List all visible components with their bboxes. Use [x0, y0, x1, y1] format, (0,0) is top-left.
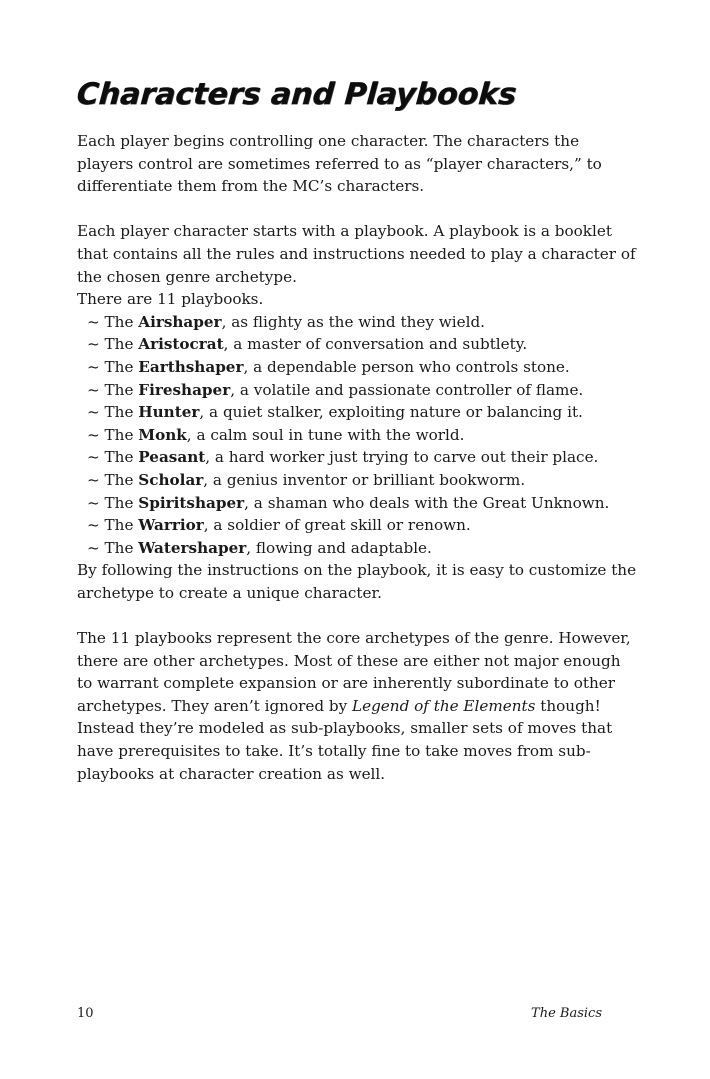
- section-name: The Basics: [531, 1006, 602, 1021]
- paragraph-gap: [77, 198, 637, 221]
- playbook-prefix: ~ The: [87, 380, 139, 399]
- playbook-description: , a calm soul in tune with the world.: [186, 425, 465, 444]
- playbook-name: Peasant: [138, 448, 206, 467]
- playbook-name: Fireshaper: [138, 380, 231, 399]
- playbook-item: [87, 492, 637, 515]
- playbook-name: Warrior: [138, 516, 204, 535]
- playbook-item: [87, 311, 637, 334]
- playbook-description: , a master of conversation and subtlety.: [223, 335, 528, 354]
- after-list-paragraph: By following the instructions on the playbook, it is easy to customize the archetype to create a unique character.: [77, 561, 637, 602]
- playbook-description: , a hard worker just trying to carve out their place.: [205, 448, 599, 467]
- playbook-prefix: ~ The: [87, 538, 139, 557]
- playbook-item: [87, 379, 637, 402]
- intro-paragraph-1: Each player begins controlling one character. The characters the players control are sometimes referred to as “player characters,” to differentiate them from the MC’s characters.: [77, 132, 602, 196]
- closing-text-start: The 11 playbooks represent the core archetypes of the genre. However, there are other archetypes. Most of these are either not major enough to warrant complete expansion or are inherently subordinate to other archetypes. They aren’t ignored by: [77, 629, 631, 715]
- playbook-name: Earthshaper: [138, 357, 244, 376]
- page-title: Characters and Playbooks: [75, 77, 518, 112]
- playbook-count-line: There are 11 playbooks.: [77, 290, 264, 309]
- playbook-name: Airshaper: [138, 312, 222, 331]
- paragraph-gap: [77, 604, 637, 627]
- playbook-item: [87, 424, 637, 447]
- playbook-item: [87, 537, 637, 560]
- playbook-description: , a genius inventor or brilliant bookworm.: [203, 470, 526, 489]
- playbook-description: , a quiet stalker, exploiting nature or balancing it.: [199, 403, 583, 422]
- closing-paragraph-2: Instead they’re modeled as sub-playbooks, smaller sets of moves that have prerequisites to take. It’s totally fine to take moves from sub-playbooks at character creation as well.: [77, 719, 613, 783]
- playbook-item: [87, 446, 637, 469]
- page-content: [77, 72, 637, 785]
- playbook-item: [87, 401, 637, 424]
- playbook-prefix: ~ The: [87, 403, 139, 422]
- book-title: Legend of the Elements: [352, 696, 536, 715]
- playbook-name: Hunter: [138, 403, 200, 422]
- playbook-list: [77, 311, 637, 560]
- playbook-description: , a volatile and passionate controller of flame.: [230, 380, 584, 399]
- intro-paragraph-2: Each player character starts with a playbook. A playbook is a booklet that contains all the rules and instructions needed to play a character of the chosen genre archetype.: [77, 222, 636, 286]
- playbook-prefix: ~ The: [87, 312, 139, 331]
- closing-paragraph-1: [77, 627, 637, 717]
- playbook-description: , flowing and adaptable.: [246, 538, 432, 557]
- playbook-prefix: ~ The: [87, 516, 139, 535]
- playbook-prefix: ~ The: [87, 448, 139, 467]
- playbook-name: Scholar: [138, 470, 204, 489]
- playbook-description: , a soldier of great skill or renown.: [203, 516, 471, 535]
- playbook-prefix: ~ The: [87, 357, 139, 376]
- playbook-prefix: ~ The: [87, 425, 139, 444]
- playbook-item: [87, 356, 637, 379]
- playbook-prefix: ~ The: [87, 335, 139, 354]
- playbook-prefix: ~ The: [87, 470, 139, 489]
- playbook-item: [87, 514, 637, 537]
- playbook-description: , as flighty as the wind they wield.: [221, 312, 485, 331]
- playbook-prefix: ~ The: [87, 493, 139, 512]
- playbook-name: Aristocrat: [138, 335, 224, 354]
- playbook-item: [87, 469, 637, 492]
- playbook-item: [87, 333, 637, 356]
- playbook-description: , a shaman who deals with the Great Unknown.: [244, 493, 610, 512]
- playbook-name: Spiritshaper: [138, 493, 245, 512]
- playbook-description: , a dependable person who controls stone.: [243, 357, 570, 376]
- page-number: 10: [77, 1006, 94, 1021]
- closing-text-end: though!: [535, 696, 601, 715]
- playbook-name: Monk: [138, 425, 187, 444]
- playbook-name: Watershaper: [138, 538, 247, 557]
